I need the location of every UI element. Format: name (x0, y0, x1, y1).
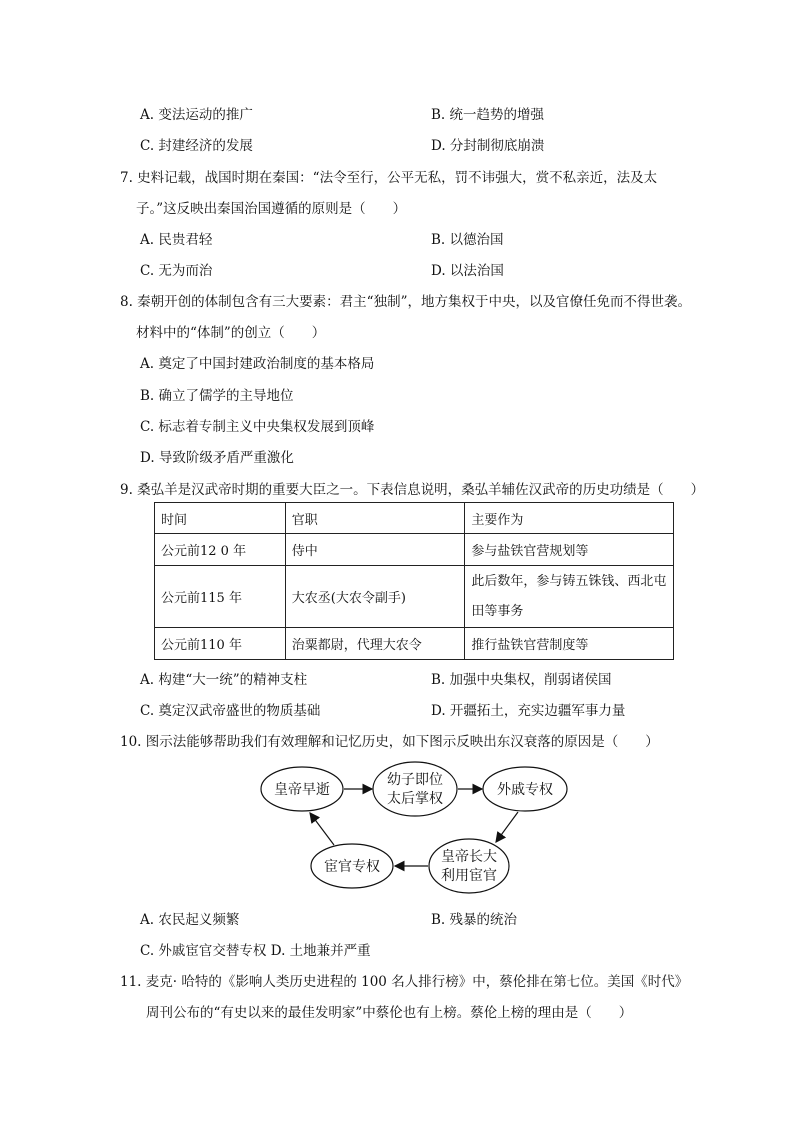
diagram-label: 太后掌权 (387, 791, 443, 807)
q6-option-b: B. 统一趋势的增强 (431, 107, 545, 123)
q7-stem-line1: 7. 史料记载，战国时期在秦国：“法令至行，公平无私，罚不讳强大，赏不私亲近，法及太 (120, 170, 658, 186)
q11-stem-line2: 周刊公布的“有史以来的最佳发明家”中蔡伦也有上榜。蔡伦上榜的理由是（ ） (146, 1005, 633, 1021)
q8-stem-line1: 8. 秦朝开创的体制包含有三大要素：君主“独制”，地方集权于中央，以及官僚任免而不得世袭。 (120, 294, 691, 310)
q6-option-a: A. 变法运动的推广 (140, 107, 253, 123)
table-header-row (155, 503, 674, 534)
q10-stem: 10. 图示法能够帮助我们有效理解和记忆历史，如下图示反映出东汉衰落的原因是（ ） (120, 734, 659, 750)
q6-option-c: C. 封建经济的发展 (140, 138, 253, 154)
q9-option-a: A. 构建“大一统”的精神支柱 (140, 672, 308, 688)
table-cell: 公元前115 年 (155, 566, 286, 628)
q9-option-d: D. 开疆拓土，充实边疆军事力量 (431, 703, 626, 719)
q8-option-d: D. 导致阶级矛盾严重激化 (140, 450, 294, 466)
table-cell: 此后数年，参与铸五铢钱、西北屯田等事务 (465, 566, 674, 628)
q8-option-c: C. 标志着专制主义中央集权发展到顶峰 (140, 419, 375, 435)
table-header: 时间 (155, 503, 286, 534)
q7-option-a: A. 民贵君轻 (140, 232, 213, 248)
q7-option-c: C. 无为而治 (140, 263, 213, 279)
q10-option-a: A. 农民起义频繁 (140, 912, 240, 928)
arrow-icon (310, 813, 334, 845)
q6-option-d: D. 分封制彻底崩溃 (431, 138, 545, 154)
table-header: 主要作为 (465, 503, 674, 534)
q8-option-a: A. 奠定了中国封建政治制度的基本格局 (140, 356, 375, 372)
diagram-label: 皇帝早逝 (274, 782, 330, 798)
table-cell: 大农丞(大农令副手) (285, 566, 465, 628)
q8-stem-line2: 材料中的“体制”的创立（ ） (136, 325, 326, 341)
diagram-node-young-heir (373, 762, 457, 816)
table-row (155, 566, 674, 628)
diagram-label: 宦官专权 (324, 859, 380, 875)
q10-option-b: B. 残暴的统治 (431, 912, 518, 928)
table-cell: 侍中 (285, 534, 465, 566)
table-cell: 推行盐铁官营制度等 (465, 628, 674, 660)
arrow-icon (496, 812, 518, 842)
table-cell: 公元前12 0 年 (155, 534, 286, 566)
table-row (155, 534, 674, 566)
diagram-label: 幼子即位 (387, 772, 443, 788)
table-header: 官职 (285, 503, 465, 534)
table-cell: 参与盐铁官营规划等 (465, 534, 674, 566)
q9-option-c: C. 奠定汉武帝盛世的物质基础 (140, 703, 321, 719)
table-cell: 公元前110 年 (155, 628, 286, 660)
q9-option-b: B. 加强中央集权，削弱诸侯国 (431, 672, 612, 688)
table-cell: 治粟都尉，代理大农令 (285, 628, 465, 660)
q9-stem: 9. 桑弘羊是汉武帝时期的重要大臣之一。下表信息说明，桑弘羊辅佐汉武帝的历史功绩是（ ） (120, 482, 705, 498)
diagram-label: 外戚专权 (497, 782, 553, 798)
diagram-node-emperor-eunuch (429, 839, 509, 893)
q11-stem-line1: 11. 麦克· 哈特的《影响人类历史进程的 100 名人排行榜》中，蔡伦排在第七位。美国《时代》 (120, 974, 689, 990)
q7-option-b: B. 以德治国 (431, 232, 504, 248)
q7-stem-line2: 子。”这反映出秦国治国遵循的原则是（ ） (136, 201, 407, 217)
q10-option-cd: C. 外戚宦官交替专权 D. 土地兼并严重 (140, 943, 371, 959)
q9-table (154, 502, 674, 660)
q8-option-b: B. 确立了儒学的主导地位 (140, 388, 294, 404)
q7-option-d: D. 以法治国 (431, 263, 504, 279)
q10-cycle-diagram (250, 756, 580, 898)
table-row (155, 628, 674, 660)
diagram-label: 皇帝长大 (441, 849, 497, 865)
diagram-label: 利用宦官 (441, 868, 497, 884)
